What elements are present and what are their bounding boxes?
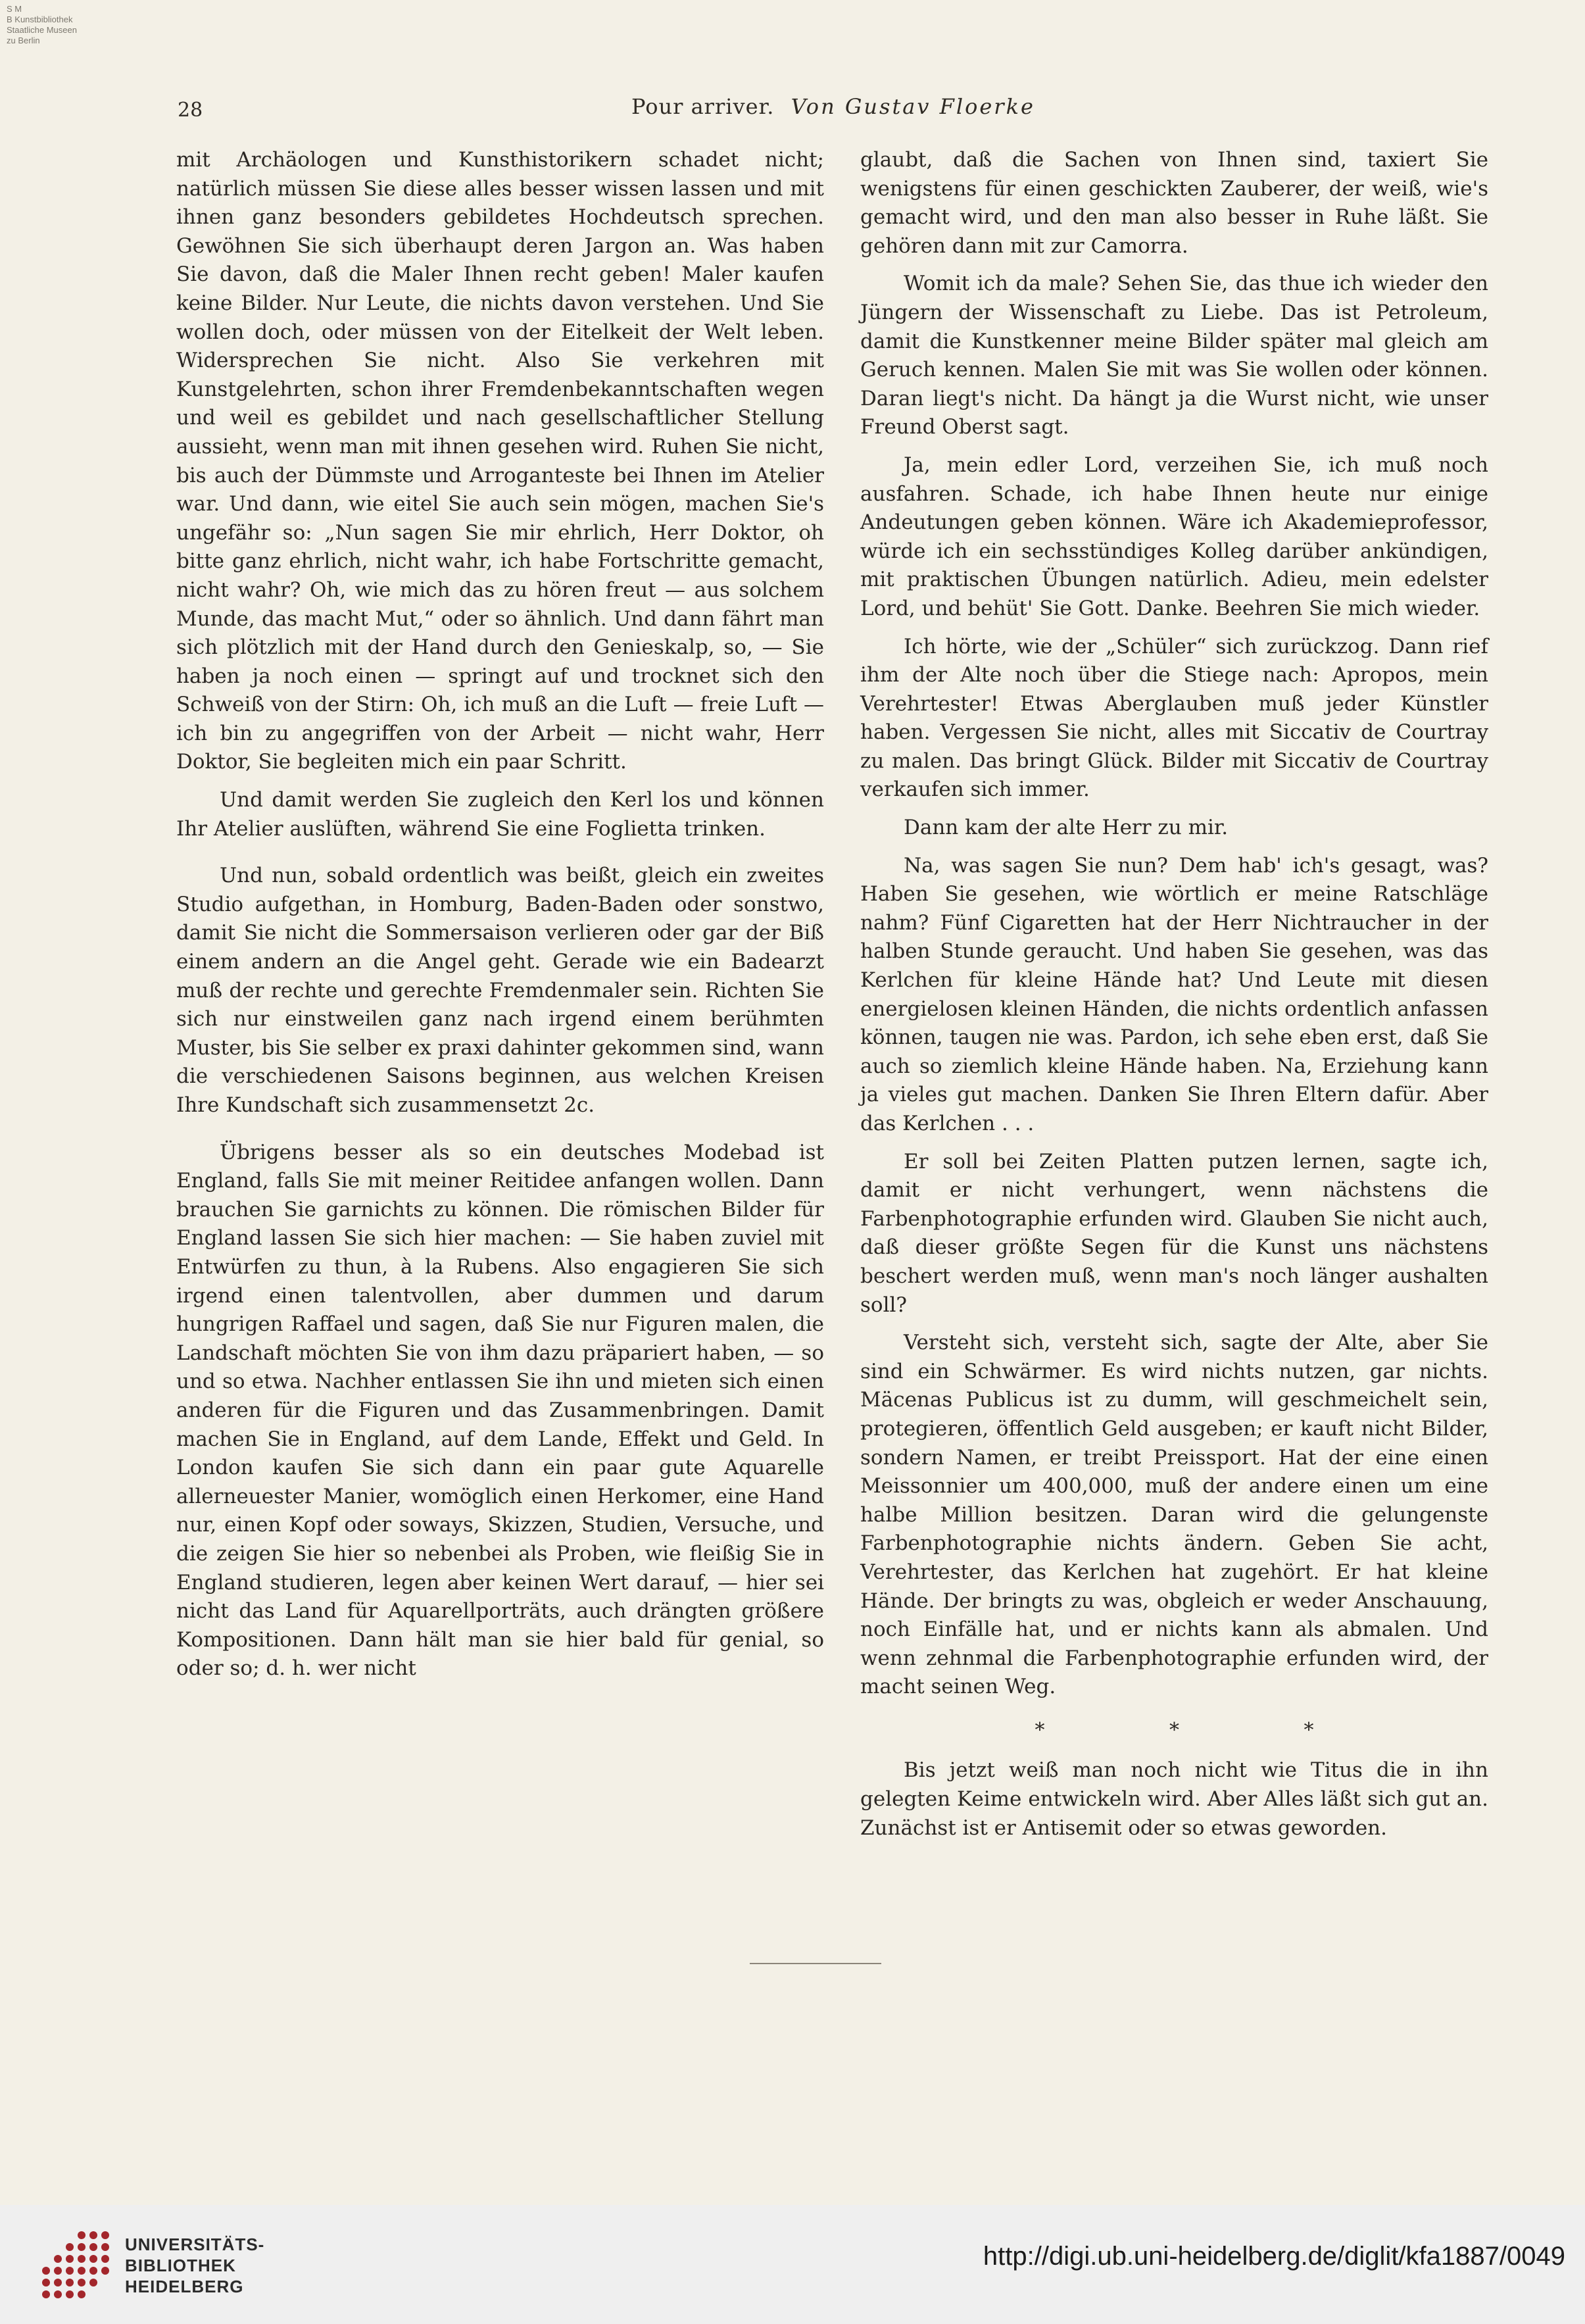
logo-dot (78, 2267, 85, 2275)
paragraph: Und nun, sobald ordentlich was beißt, gleich ein zweites Studio aufgethan, in Homburg, Baden-Baden oder sonstwo, damit Sie nicht die Sommersaison verlieren oder gar der Biß einem andern an die Angel geht. Gerade wie ein Badearzt muß der rechte und gerechte Fremdenmaler sein. Richten Sie sich nur einstweilen ganz nach irgend einem berühmten Muster, bis Sie selber ex praxi dahinter gekommen sind, wann die verschiedenen Saisons beginnen, aus welchen Kreisen Ihre Kundschaft sich zusammensetzt 2c. (176, 864, 824, 1117)
paragraph: Ich hörte, wie der „Schüler“ sich zurückzog. Dann rief ihm der Alte noch über die Stiege nach: Apropos, mein Verehrtester! Etwas Aberglauben muß jeder Künstler haben. Vergessen Sie nicht, alles mit Siccativ de Courtray zu malen. Das bringt Glück. Bilder mit Siccativ de Courtray verkaufen sich immer. (860, 634, 1488, 802)
running-head-author: Von Gustav Floerke (791, 94, 1035, 119)
paragraph: Und damit werden Sie zugleich den Kerl los und können Ihr Atelier auslüften, während Sie eine Foglietta trinken. (176, 788, 824, 841)
running-head (631, 94, 1035, 119)
end-rule (750, 1963, 881, 1964)
logo-dot (54, 2267, 62, 2275)
library-name-line: UNIVERSITÄTS- (125, 2235, 265, 2254)
logo-dot (101, 2231, 109, 2239)
logo-dot (78, 2231, 85, 2239)
logo-dot (89, 2255, 97, 2263)
logo-dot (42, 2267, 50, 2275)
footer-bar (0, 2205, 1585, 2324)
logo-dot (42, 2290, 50, 2298)
logo-dot (66, 2290, 74, 2298)
left-column (176, 146, 824, 1693)
logo-dot (78, 2290, 85, 2298)
logo-dot (89, 2243, 97, 2251)
source-url-link[interactable]: http://digi.ub.uni-heidelberg.de/diglit/kfa1887/0049 (983, 2242, 1565, 2271)
paragraph: Dann kam der alte Herr zu mir. (904, 816, 1229, 840)
paragraph: Übrigens besser als so ein deutsches Modebad ist England, falls Sie mit meiner Reitidee anfangen wollen. Dann brauchen Sie garnichts zu können. Die römischen Bilder für England lassen Sie sich hier machen: — Sie haben zuviel mit Entwürfen zu thun, à la Rubens. Also engagieren Sie sich irgend einen talentvollen, aber dummen und darum hungrigen Raffael und sagen, daß Sie nur Figuren malen, die Landschaft möchten Sie von ihm dazu präpariert haben, — so und so etwa. Nachher entlassen Sie ihn und mieten sich einen anderen für die Figuren und das Zusammenbringen. Damit machen Sie in England, auf dem Lande, Effekt und Geld. In London kaufen Sie sich dann ein paar gute Aquarelle allerneuester Manier, womöglich einen Herkomer, eine Hand nur, einen Kopf oder soways, Skizzen, Studien, Versuche, und die zeigen Sie hier so nebenbei als Proben, wie fleißig Sie in England studieren, legen aber keinen Wert darauf, — hier sei nicht das Land für Aquarellporträts, auch drängten größere Kompositionen. Dann hält man sie hier bald für genial, so oder so; d. h. wer nicht (176, 1140, 824, 1681)
logo-dot (66, 2255, 74, 2263)
logo-dot (89, 2231, 97, 2239)
logo-dot (66, 2243, 74, 2251)
paragraph: Versteht sich, versteht sich, sagte der Alte, aber Sie sind ein Schwärmer. Es wird nichts nutzen, gar nichts. Mäcenas Publicus ist zu dumm, will geschmeichelt sein, protegieren, öffentlich Geld ausgeben; er kauft nicht Bilder, sondern Namen, er treibt Preissport. Hat der eine einen Meissonnier um 400,000, muß der andere einen um eine halbe Million besitzen. Daran wird die gelungenste Farbenphotographie nichts ändern. Geben Sie acht, Verehrtester, das Kerlchen hat zugehört. Er hat kleine Hände. Der bringts zu was, obgleich er weder Anschauung, noch Einfälle hat, und er nichts kann als abmalen. Und wenn zehnmal die Farbenphotographie erfunden wird, der macht seinen Weg. (860, 1331, 1488, 1699)
logo-dot (66, 2267, 74, 2275)
library-name (125, 2234, 264, 2297)
right-column (860, 146, 1488, 1852)
logo-dot (101, 2267, 109, 2275)
paragraph: Womit ich da male? Sehen Sie, das thue ich wieder den Jüngern der Wissenschaft zu Liebe. Das ist Petroleum, damit die Kunstkenner meine Bilder später mal gleich am Geruch kennen. Malen Sie mit was Sie wollen oder können. Daran liegt's nicht. Da hängt ja die Wurst nicht, wie unser Freund Oberst sagt. (860, 272, 1488, 439)
paragraph: Ja, mein edler Lord, verzeihen Sie, ich muß noch ausfahren. Schade, ich habe Ihnen heute nur einige Andeutungen geben können. Wäre ich Akademieprofessor, würde ich ein sechsstündiges Kolleg darüber ankündigen, mit praktischen Übungen natürlich. Adieu, mein edelster Lord, und behüt' Sie Gott. Danke. Beehren Sie mich wieder. (860, 453, 1488, 620)
logo-dot (42, 2279, 50, 2287)
logo-dot (101, 2243, 109, 2251)
page-number: 28 (178, 99, 203, 122)
logo-dot (66, 2279, 74, 2287)
library-stamp (7, 4, 138, 46)
stamp-line: Staatliche Museen (7, 25, 77, 35)
logo-dot (89, 2267, 97, 2275)
logo-dot (78, 2255, 85, 2263)
logo-dot (78, 2243, 85, 2251)
logo-dot (78, 2279, 85, 2287)
logo-dot (54, 2290, 62, 2298)
logo-dot (89, 2279, 97, 2287)
library-name-line: BIBLIOTHEK (125, 2256, 236, 2275)
section-break: * * * (1035, 1718, 1373, 1742)
paragraph: mit Archäologen und Kunsthistorikern schadet nicht; natürlich müssen Sie diese alles besser wissen lassen und mit ihnen ganz besonders gebildetes Hochdeutsch sprechen. Gewöhnen Sie sich überhaupt deren Jargon an. Was haben Sie davon, daß die Maler Ihnen recht geben! Maler kaufen keine Bilder. Nur Leute, die nichts davon verstehen. Und Sie wollen doch, oder müssen von der Eitelkeit der Welt leben. Widersprechen Sie nicht. Also Sie verkehren mit Kunstgelehrten, schon ihrer Fremdenbekanntschaften wegen und weil es gebildet und nach gesellschaftlicher Stellung aussieht, wenn man mit ihnen gesehen wird. Ruhen Sie nicht, bis auch der Dümmste und Arroganteste bei Ihnen im Atelier war. Und dann, wie eitel Sie auch sein mögen, machen Sie's ungefähr so: „Nun sagen Sie mir ehrlich, Herr Doktor, oh bitte ganz ehrlich, nicht wahr, ich habe Fortschritte gemacht, nicht wahr? Oh, wie mich das zu hören freut — aus solchem Munde, das macht Mut,“ oder so ähnlich. Und dann fährt man sich plötzlich mit der Hand durch den Genieskalp, so, — Sie haben ja noch einen — springt auf und trocknet sich den Schweiß von der Stirn: Oh, ich muß an die Luft — freie Luft — ich bin zu angegriffen von der Arbeit — nicht wahr, Herr Doktor, Sie begleiten mich ein paar Schritt. (176, 148, 824, 774)
library-logo-icon (39, 2229, 112, 2301)
logo-dot (54, 2255, 62, 2263)
library-name-line: HEIDELBERG (125, 2277, 244, 2296)
paragraph: Bis jetzt weiß man noch nicht wie Titus die in ihn gelegten Keime entwickeln wird. Aber Alles läßt sich gut an. Zunächst ist er Antisemit oder so etwas geworden. (860, 1758, 1488, 1840)
paragraph: Na, was sagen Sie nun? Dem hab' ich's gesagt, was? Haben Sie gesehen, wie wörtlich er meine Ratschläge nahm? Fünf Cigaretten hat der Herr Nichtraucher in der halben Stunde geraucht. Und haben Sie gesehen, was das Kerlchen für kleine Hände hat? Und Leute mit diesen energielosen kleinen Händen, die nichts ordentlich anfassen können, taugen nie was. Pardon, ich sehe eben erst, daß Sie auch so ziemlich kleine Hände haben. Na, Erziehung kann ja vieles gut machen. Danken Sie Ihren Eltern dafür. Aber das Kerlchen . . . (860, 853, 1488, 1135)
paragraph: Er soll bei Zeiten Platten putzen lernen, sagte ich, damit er nicht verhungert, wenn nächstens die Farbenphotographie erfunden wird. Glauben Sie nicht auch, daß dieser größte Segen für die Kunst uns nächstens beschert werden muß, wenn man's noch länger aushalten soll? (860, 1149, 1488, 1317)
stamp-line: B Kunstbibliothek (7, 14, 73, 24)
paragraph: glaubt, daß die Sachen von Ihnen sind, taxiert Sie wenigstens für einen geschickten Zauberer, der weiß, wie's gemacht wird, und den man also besser in Ruhe läßt. Sie gehören dann mit zur Camorra. (860, 148, 1488, 258)
logo-dot (54, 2279, 62, 2287)
running-head-title: Pour arriver. (631, 94, 775, 119)
logo-dot (101, 2255, 109, 2263)
stamp-line: zu Berlin (7, 36, 40, 45)
stamp-line: S M (7, 4, 22, 14)
